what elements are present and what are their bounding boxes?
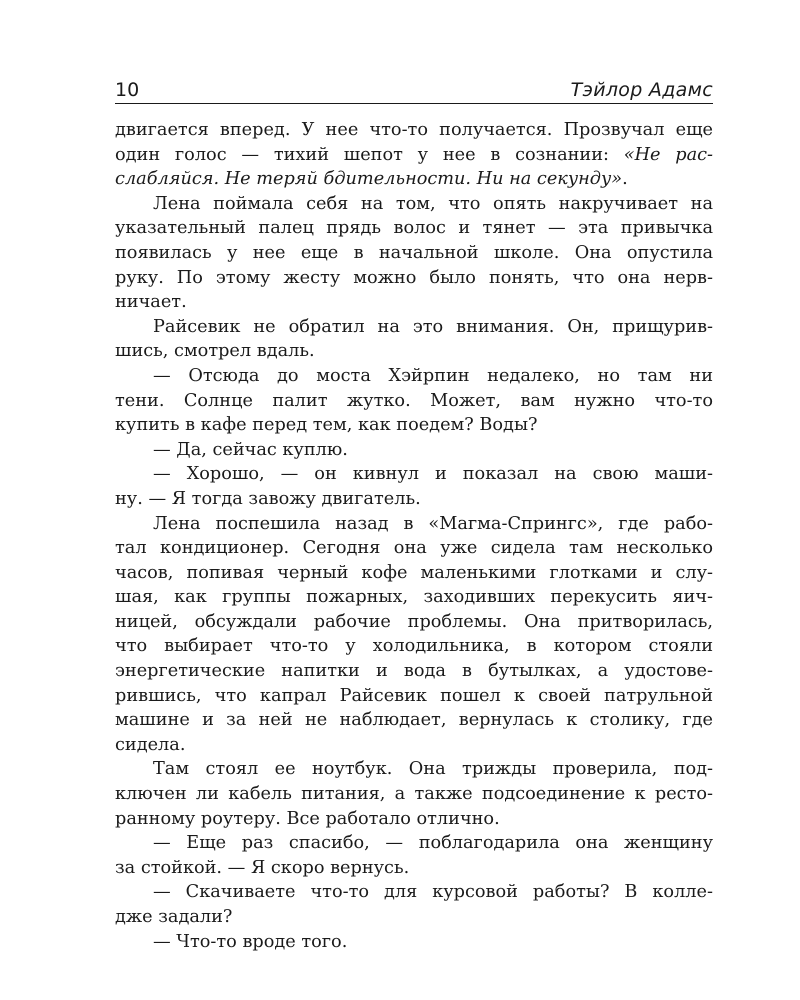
text-line: руку. По этому жесту можно было понять, что она нерв- (115, 267, 713, 288)
running-head (115, 76, 713, 104)
text-line: Райсевик не обратил на это внимания. Он, прищурив- (153, 316, 713, 337)
text-line: один голос — тихий шепот у нее в сознании: «Не рас- (115, 144, 713, 165)
page-number: 10 (115, 79, 140, 101)
text-line: указательный палец прядь волос и тянет — эта привычка (115, 218, 713, 239)
text-line: купить в кафе перед тем, как поедем? Воды? (115, 415, 538, 436)
text-line: — Скачиваете что-то для курсовой работы? В колле- (153, 882, 713, 903)
text-line: что выбирает что-то у холодильника, в котором стояли (115, 636, 713, 657)
text-line: слабляйся. Не теряй бдительности. Ни на секунду». (115, 169, 628, 190)
text-line: — Что-то вроде того. (153, 931, 348, 952)
text-line: ну. — Я тогда завожу двигатель. (115, 488, 421, 509)
text-line: сидела. (115, 734, 186, 755)
text-line: рившись, что капрал Райсевик пошел к своей патрульной (115, 685, 713, 706)
text-line: Лена поспешила назад в «Магма-Спрингс», где рабо- (153, 513, 713, 534)
text-line: шая, как группы пожарных, заходивших перекусить яич- (115, 587, 713, 608)
text-line: двигается вперед. У нее что-то получается. Прозвучал еще (115, 120, 713, 140)
text-line: ранному роутеру. Все работало отлично. (115, 808, 500, 829)
text-line: появилась у нее еще в начальной школе. Она опустила (115, 242, 713, 263)
text-line: — Отсюда до моста Хэйрпин недалеко, но там ни (153, 365, 713, 386)
text-line: — Еще раз спасибо, — поблагодарила она женщину (153, 833, 713, 854)
body-text (115, 118, 713, 954)
author-name: Тэйлор Адамс (570, 79, 713, 101)
text-line: часов, попивая черный кофе маленькими глотками и слу- (115, 562, 713, 583)
text-line: — Да, сейчас куплю. (153, 439, 348, 460)
text-line: ницей, обсуждали рабочие проблемы. Она притворилась, (115, 611, 713, 632)
header-rule (115, 103, 713, 104)
text-line: энергетические напитки и вода в бутылках, а удостове- (115, 661, 713, 682)
text-line: дже задали? (115, 907, 233, 927)
text-line: — Хорошо, — он кивнул и показал на свою маши- (153, 464, 713, 485)
text-line: шись, смотрел вдаль. (115, 341, 315, 362)
text-line: Там стоял ее ноутбук. Она трижды проверила, под- (153, 759, 713, 780)
text-line: ничает. (115, 292, 187, 313)
text-line: за стойкой. — Я скоро вернусь. (115, 857, 410, 878)
text-line: ключен ли кабель питания, а также подсоединение к ресто- (115, 784, 713, 805)
text-line: тени. Солнце палит жутко. Может, вам нужно что-то (115, 390, 713, 411)
text-line: тал кондиционер. Сегодня она уже сидела там несколько (115, 538, 713, 559)
text-line: машине и за ней не наблюдает, вернулась к столику, где (115, 710, 713, 731)
text-line: Лена поймала себя на том, что опять накручивает на (153, 193, 713, 214)
